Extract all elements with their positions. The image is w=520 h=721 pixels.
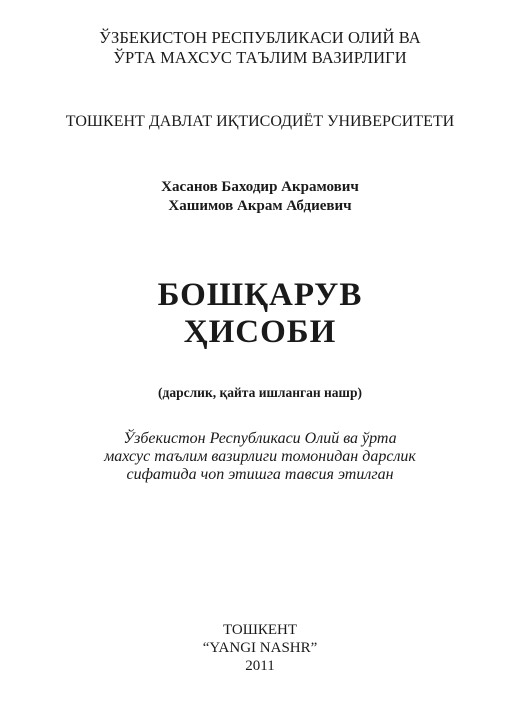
approval-line-1: Ўзбекистон Республикаси Олий ва ўрта xyxy=(123,430,397,447)
university-name: ТОШКЕНТ ДАВЛАТ ИҚТИСОДИЁТ УНИВЕРСИТЕТИ xyxy=(65,113,455,130)
approval-line-2: махсус таълим вазирлиги томонидан дарслик xyxy=(104,448,416,465)
imprint-year: 2011 xyxy=(245,658,275,674)
edition-note: (дарслик, қайта ишланган нашр) xyxy=(158,385,362,400)
author-2: Хашимов Акрам Абдиевич xyxy=(168,198,352,214)
approval-line-3: сифатида чоп этишга тавсия этилган xyxy=(126,466,394,483)
author-1: Хасанов Баходир Акрамович xyxy=(161,179,359,195)
book-title-line-1: БОШҚАРУВ xyxy=(157,277,363,313)
imprint-publisher: “YANGI NASHR” xyxy=(202,640,318,656)
ministry-name-line-2: ЎРТА МАХСУС ТАЪЛИМ ВАЗИРЛИГИ xyxy=(113,48,407,67)
book-title-line-2: ҲИСОБИ xyxy=(183,314,337,350)
imprint-city: ТОШКЕНТ xyxy=(222,622,298,638)
ministry-name-line-1: ЎЗБЕКИСТОН РЕСПУБЛИКАСИ ОЛИЙ ВА xyxy=(99,28,421,47)
